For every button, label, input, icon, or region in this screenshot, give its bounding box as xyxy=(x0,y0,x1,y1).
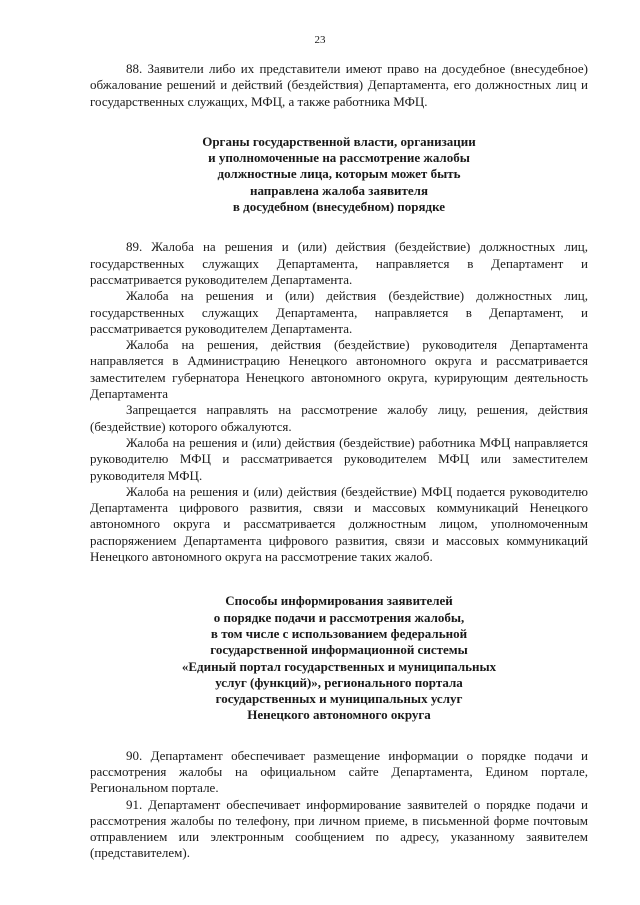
paragraph-90: 90. Департамент обеспечивает размещение информации о порядке подачи и рассмотрения жалобы на официальном сайте Департамента, Едином портале, Региональном портале. xyxy=(90,747,588,796)
paragraph-89-b: Жалоба на решения и (или) действия (бездействие) должностных лиц, государственных служащих Департамента, направляется в Департамент, и рассматривается руководителем Департамента. xyxy=(90,288,588,336)
heading-line: «Единый портал государственных и муниципальных xyxy=(181,658,497,674)
heading-line: Органы государственной власти, организации xyxy=(202,133,476,149)
paragraph-91: 91. Департамент обеспечивает информирование заявителей о порядке подачи и рассмотрения жалобы по телефону, при личном приеме, в письменной форме почтовым отправлением или электронным сообщением по адресу, указанному заявителем (представителем). xyxy=(90,796,588,861)
heading-line: направлена жалоба заявителя xyxy=(249,182,429,198)
paragraph-89-f: Жалоба на решения и (или) действия (бездействие) МФЦ подается руководителю Департамента цифрового развития, связи и массовых коммуникаций Ненецкого автономного округа и рассматривается должностным лицом, уполномоченным распоряжением Департамента цифрового развития, связи и массовых коммуникаций Ненецкого автономного округа на рассмотрение таких жалоб. xyxy=(90,483,588,565)
section-heading-informing-methods xyxy=(90,593,588,723)
heading-line: услуг (функций)», регионального портала xyxy=(215,674,463,690)
heading-line: в том числе с использованием федеральной xyxy=(210,625,468,641)
paragraph-89: 89. Жалоба на решения и (или) действия (бездействие) должностных лиц, государственных служащих Департамента, направляется в Департамент и рассматривается руководителем Департамента. xyxy=(90,239,588,287)
paragraph-89-e: Жалоба на решения и (или) действия (бездействие) работника МФЦ направляется руководителю МФЦ и рассматривается руководителем МФЦ или заместителем руководителя МФЦ. xyxy=(90,434,588,483)
heading-line: Способы информирования заявителей xyxy=(225,593,453,609)
section-heading-complaint-bodies xyxy=(90,134,588,215)
heading-line: должностные лица, которым может быть xyxy=(217,166,461,182)
heading-line: о порядке подачи и рассмотрения жалобы, xyxy=(213,609,465,625)
paragraph-89-d: Запрещается направлять на рассмотрение жалобу лицу, решения, действия (бездействие) которого обжалуются. xyxy=(90,402,588,434)
heading-line: Ненецкого автономного округа xyxy=(247,707,431,723)
page-number: 23 xyxy=(314,34,326,46)
heading-line: государственной информационной системы xyxy=(210,642,468,658)
page-content xyxy=(90,61,588,862)
paragraph-89-c: Жалоба на решения, действия (бездействие) руководителя Департамента направляется в Администрацию Ненецкого автономного округа и рассматривается заместителем губернатора Ненецкого автономного округа, курирующим деятельность Департамента xyxy=(90,337,588,402)
heading-line: государственных и муниципальных услуг xyxy=(215,691,463,707)
paragraph-88: 88. Заявители либо их представители имеют право на досудебное (внесудебное) обжалование решений и действий (бездействия) Департамента, его должностных лиц и государственных служащих, МФЦ, а также работника МФЦ. xyxy=(90,61,588,109)
heading-line: и уполномоченные на рассмотрение жалобы xyxy=(208,150,470,166)
heading-line: в досудебном (внесудебном) порядке xyxy=(232,199,446,215)
